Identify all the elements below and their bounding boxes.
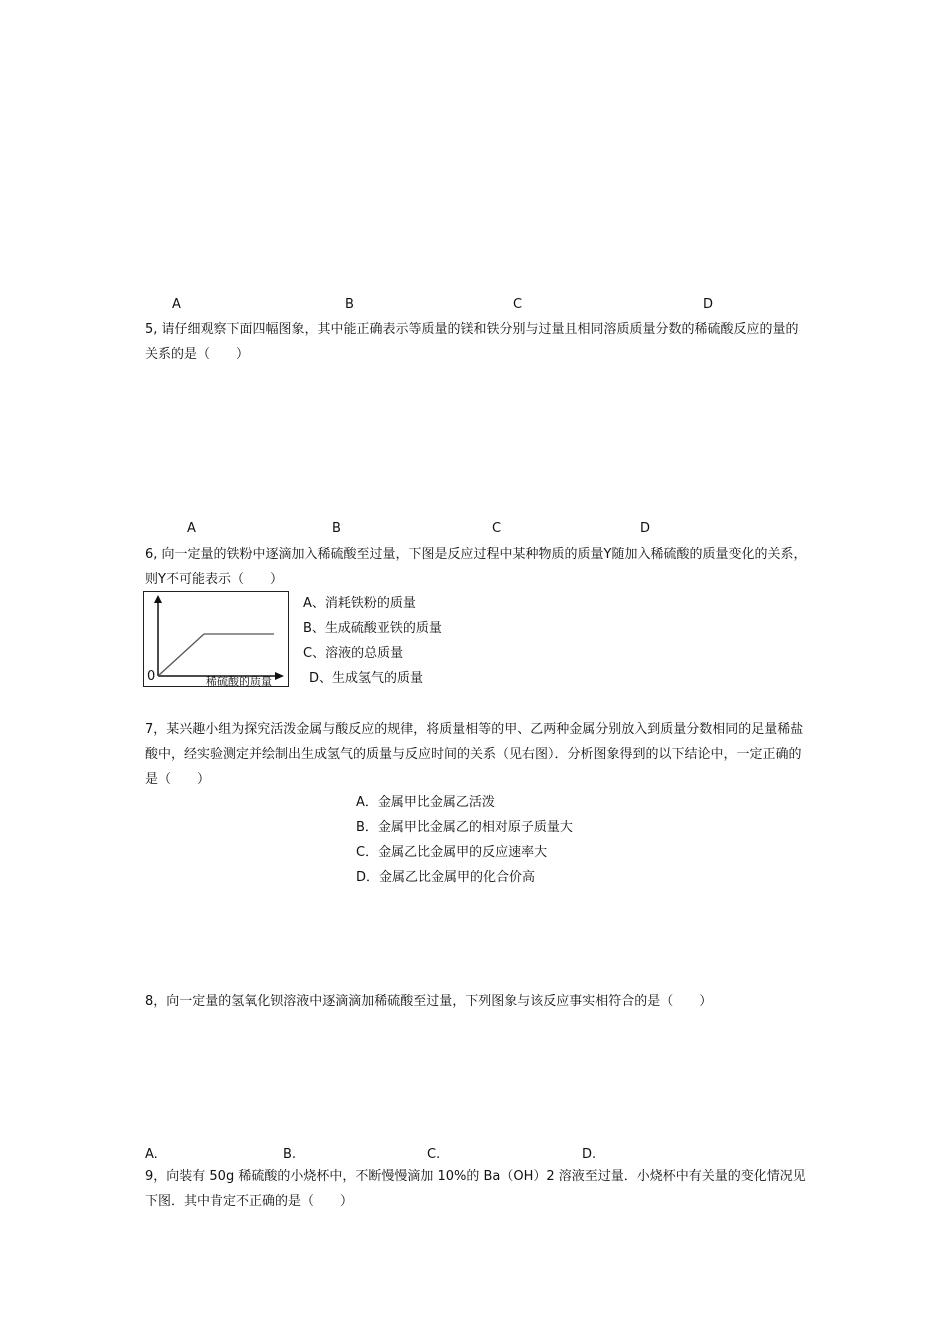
question-6-text: 6, 向一定量的铁粉中逐滴加入稀硫酸至过量，下图是反应过程中某种物质的质量Y随加入稀硫酸的质量变化的关系，则Y不可能表示（ ） bbox=[145, 547, 807, 587]
question-8-text: 8，向一定量的氢氧化钡溶液中逐滴滴加稀硫酸至过量，下列图象与该反应事实相符合的是（ ） bbox=[145, 994, 713, 1009]
q6-option-d: D、生成氢气的质量 bbox=[309, 671, 424, 686]
q8-option-d: D. bbox=[582, 1147, 597, 1162]
q5-option-a: A bbox=[187, 521, 196, 536]
y-axis-arrow bbox=[154, 595, 162, 603]
q6-graph bbox=[143, 591, 289, 687]
x-axis-arrow bbox=[275, 672, 284, 680]
q7-option-d: D．金属乙比金属甲的化合价高 bbox=[356, 870, 536, 885]
q6-option-a: A、消耗铁粉的质量 bbox=[303, 596, 416, 611]
q8-option-a: A. bbox=[145, 1147, 158, 1162]
q5-option-c: C bbox=[492, 521, 502, 536]
question-9-text: 9，向装有 50g 稀硫酸的小烧杯中，不断慢慢滴加 10%的 Ba（OH）2 溶液至过量．小烧杯中有关量的变化情况见下图．其中肯定不正确的是（ ） bbox=[145, 1169, 806, 1209]
graph-x-label: 稀硫酸的质量 bbox=[206, 675, 272, 688]
q8-option-b: B. bbox=[283, 1147, 297, 1162]
q6-option-b: B、生成硫酸亚铁的质量 bbox=[303, 621, 442, 636]
graph-origin-label: 0 bbox=[147, 669, 156, 684]
q5-option-b: B bbox=[332, 521, 341, 536]
q6-option-c: C、溶液的总质量 bbox=[303, 646, 404, 661]
q4-option-b: B bbox=[345, 297, 354, 312]
q5-option-d: D bbox=[640, 521, 651, 536]
q4-option-d: D bbox=[703, 297, 714, 312]
q7-option-b: B．金属甲比金属乙的相对原子质量大 bbox=[356, 820, 573, 835]
q7-option-c: C．金属乙比金属甲的反应速率大 bbox=[356, 845, 548, 860]
q4-option-c: C bbox=[513, 297, 523, 312]
q7-option-a: A．金属甲比金属乙活泼 bbox=[356, 795, 495, 810]
question-7-text: 7，某兴趣小组为探究活泼金属与酸反应的规律，将质量相等的甲、乙两种金属分别放入到质量分数相同的足量稀盐酸中，经实验测定并绘制出生成氢气的质量与反应时间的关系（见右图）．分析图象得到的以下结论中，一定正确的是（ ） bbox=[145, 722, 804, 787]
q4-option-a: A bbox=[172, 297, 181, 312]
q6-graph-svg bbox=[144, 592, 290, 688]
question-5-text: 5, 请仔细观察下面四幅图象，其中能正确表示等质量的镁和铁分别与过量且相同溶质质量分数的稀硫酸反应的量的关系的是（ ） bbox=[145, 322, 799, 362]
q6-data-curve bbox=[158, 634, 274, 676]
q8-option-c: C. bbox=[427, 1147, 441, 1162]
